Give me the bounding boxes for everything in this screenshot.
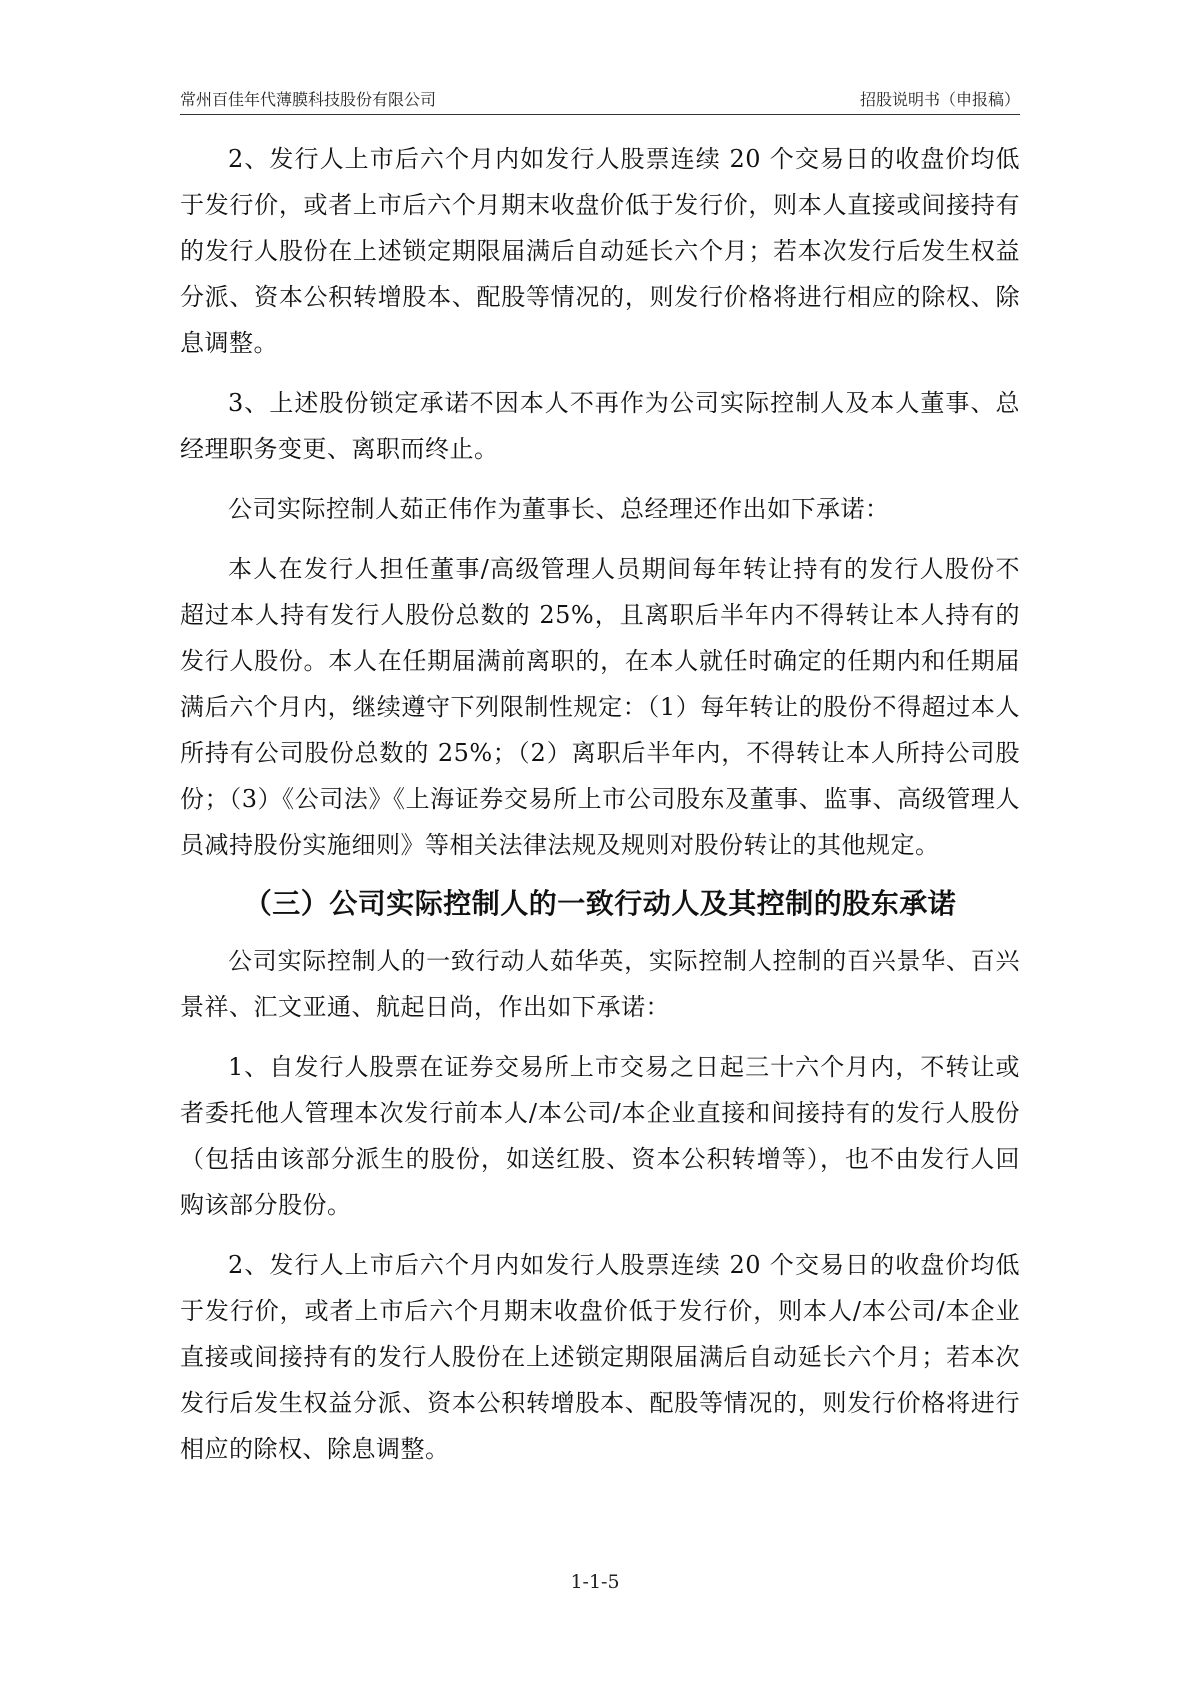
paragraph-36-month-lockup: 1、自发行人股票在证券交易所上市交易之日起三十六个月内，不转让或者委托他人管理本次发行前本人/本公司/本企业直接和间接持有的发行人股份（包括由该部分派生的股份，如送红股、资本公积转增等），也不由发行人回购该部分股份。 xyxy=(180,1053,1020,1219)
paragraph-lockup-extension-entities: 2、发行人上市后六个月内如发行人股票连续 20 个交易日的收盘价均低于发行价，或者上市后六个月期末收盘价低于发行价，则本人/本公司/本企业直接或间接持有的发行人股份在上述锁定期限届满后自动延长六个月；若本次发行后发生权益分派、资本公积转增股本、配股等情况的，则发行价格将进行相应的除权、除息调整。 xyxy=(180,1251,1020,1463)
paragraph-lockup-extension: 2、发行人上市后六个月内如发行人股票连续 20 个交易日的收盘价均低于发行价，或者上市后六个月期末收盘价低于发行价，则本人直接或间接持有的发行人股份在上述锁定期限届满后自动延长六个月；若本次发行后发生权益分派、资本公积转增股本、配股等情况的，则发行价格将进行相应的除权、除息调整。 xyxy=(180,145,1020,357)
page-number: 1-1-5 xyxy=(570,1571,620,1593)
document-body xyxy=(180,136,1020,1472)
document-type: 招股说明书（申报稿） xyxy=(859,90,1020,109)
paragraph-chairman-intro: 公司实际控制人茹正伟作为董事长、总经理还作出如下承诺： xyxy=(228,495,890,523)
section-heading: （三）公司实际控制人的一致行动人及其控制的股东承诺 xyxy=(243,887,957,920)
page-header xyxy=(180,84,1020,115)
paragraph-commitment-continuity: 3、上述股份锁定承诺不因本人不再作为公司实际控制人及本人董事、总经理职务变更、离职而终止。 xyxy=(180,389,1020,463)
paragraph-concert-parties-intro: 公司实际控制人的一致行动人茹华英，实际控制人控制的百兴景华、百兴景祥、汇文亚通、航起日尚，作出如下承诺： xyxy=(180,947,1020,1021)
company-name: 常州百佳年代薄膜科技股份有限公司 xyxy=(180,90,437,109)
paragraph-transfer-limits: 本人在发行人担任董事/高级管理人员期间每年转让持有的发行人股份不超过本人持有发行人股份总数的 25%，且离职后半年内不得转让本人持有的发行人股份。本人在任期届满前离职的，在本人就任时确定的任期内和任期届满后六个月内，继续遵守下列限制性规定：（1）每年转让的股份不得超过本人所持有公司股份总数的 25%；（2）离职后半年内，不得转让本人所持公司股份；（3）《公司法》《上海证券交易所上市公司股东及董事、监事、高级管理人员减持股份实施细则》等相关法律法规及规则对股份转让的其他规定。 xyxy=(180,555,1020,859)
